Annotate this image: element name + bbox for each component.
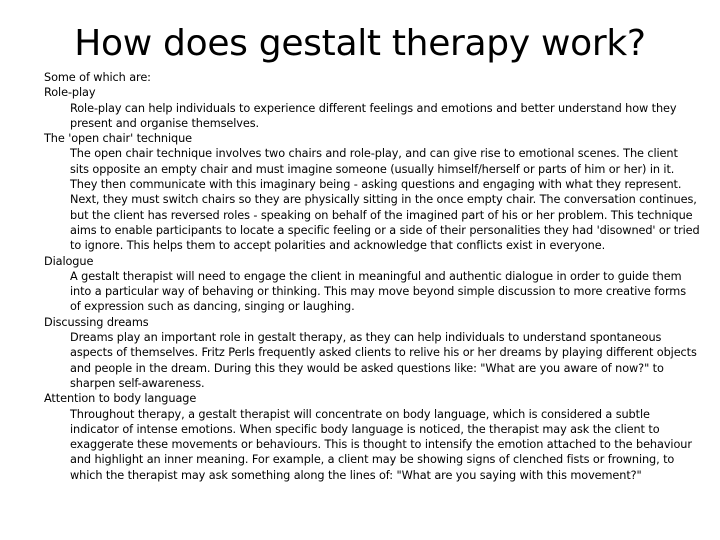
- section-text-role-play: Role-play can help individuals to experience different feelings and emotions and better understand how they present and organise themselves.: [70, 101, 677, 130]
- section-text-dialogue: A gestalt therapist will need to engage the client in meaningful and authentic dialogue in order to guide them into a particular way of behaving or thinking. This may move beyond simple discussion to more creative forms of expression such as dancing, singing or laughing.: [70, 269, 686, 314]
- section-heading-dialogue: Dialogue: [44, 254, 94, 268]
- slide-title: How does gestalt therapy work?: [74, 23, 646, 64]
- section-heading-discussing-dreams: Discussing dreams: [44, 315, 149, 329]
- section-text-discussing-dreams: Dreams play an important role in gestalt therapy, as they can help individuals to understand spontaneous aspects of themselves. Fritz Perls frequently asked clients to relive his or her dreams by playing different objects and people in the dream. During this they would be asked questions like: "What are you aware of now?" to sharpen self-awareness.: [70, 331, 697, 390]
- intro-text: Some of which are:: [44, 71, 151, 84]
- section-heading-role-play: Role-play: [44, 86, 96, 100]
- slide-body: [44, 70, 700, 483]
- section-heading-body-language: Attention to body language: [44, 392, 197, 406]
- section-heading-open-chair: The 'open chair' technique: [44, 132, 192, 146]
- section-text-body-language: Throughout therapy, a gestalt therapist will concentrate on body language, which is considered a subtle indicator of intense emotions. When specific body language is noticed, the therapist may ask the client to exaggerate these movements or behaviours. This is thought to intensify the emotion attached to the behaviour and highlight an inner meaning. For example, a client may be showing signs of clenched fists or frowning, to which the therapist may ask something along the lines of: "What are you saying with this movement?": [70, 407, 692, 482]
- section-text-open-chair: The open chair technique involves two chairs and role-play, and can give rise to emotional scenes. The client sits opposite an empty chair and must imagine someone (usually himself/herself or parts of him or her) in it. They then communicate with this imaginary being - asking questions and engaging with what they represent. Next, they must switch chairs so they are physically sitting in the once empty chair. The conversation continues, but the client has reversed roles - speaking on behalf of the imagined part of his or her problem. This technique aims to enable participants to locate a specific feeling or a side of their personalities they had 'disowned' or tried to ignore. This helps them to accept polarities and acknowledge that conflicts exist in everyone.: [70, 147, 700, 253]
